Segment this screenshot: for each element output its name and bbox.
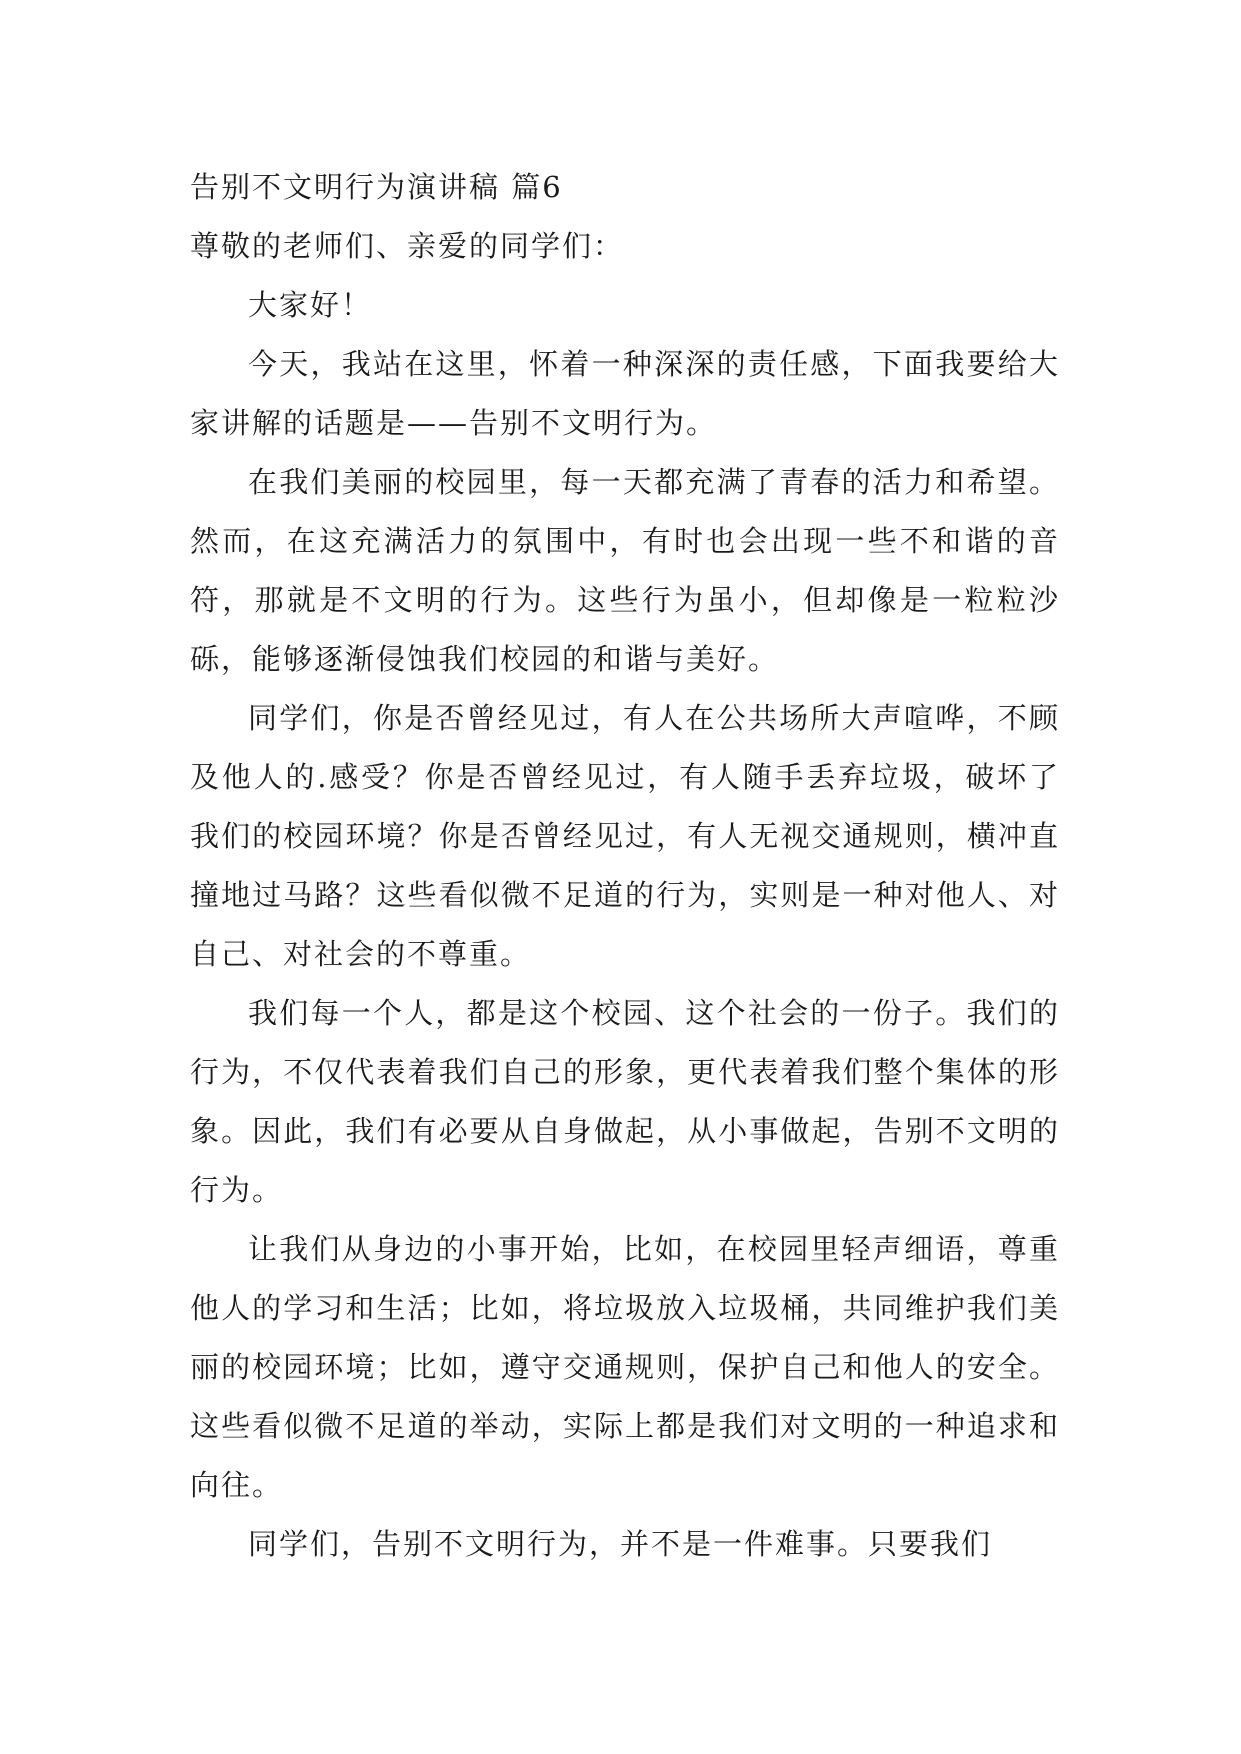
paragraph-closing: 同学们，告别不文明行为，并不是一件难事。只要我们 (248, 1527, 993, 1561)
salutation: 尊敬的老师们、亲爱的同学们： (190, 229, 625, 263)
paragraph-actions: 让我们从身边的小事开始，比如，在校园里轻声细语，尊重他人的学习和生活；比如，将垃圾放入垃圾桶，共同维护我们美丽的校园环境；比如，遵守交通规则，保护自己和他人的安全。这些看似微不足道的举动，实际上都是我们对文明的一种追求和向往。 (190, 1232, 1060, 1502)
paragraph-questions: 同学们，你是否曾经见过，有人在公共场所大声喧哗，不顾及他人的.感受？你是否曾经见过，有人随手丢弃垃圾，破坏了我们的校园环境？你是否曾经见过，有人无视交通规则，横冲直撞地过马路？这些看似微不足道的行为，实则是一种对他人、对自己、对社会的不尊重。 (190, 701, 1060, 971)
paragraph-responsibility: 我们每一个人，都是这个校园、这个社会的一份子。我们的行为，不仅代表着我们自己的形象，更代表着我们整个集体的形象。因此，我们有必要从自身做起，从小事做起，告别不文明的行为。 (190, 996, 1060, 1207)
document-title: 告别不文明行为演讲稿 篇6 (190, 170, 563, 204)
document-body (190, 158, 1060, 1574)
paragraph-greeting: 大家好！ (248, 288, 373, 322)
paragraph-intro: 今天，我站在这里，怀着一种深深的责任感，下面我要给大家讲解的话题是——告别不文明行为。 (190, 347, 1060, 440)
paragraph-campus: 在我们美丽的校园里，每一天都充满了青春的活力和希望。然而，在这充满活力的氛围中，有时也会出现一些不和谐的音符，那就是不文明的行为。这些行为虽小，但却像是一粒粒沙砾，能够逐渐侵蚀我们校园的和谐与美好。 (190, 465, 1060, 676)
